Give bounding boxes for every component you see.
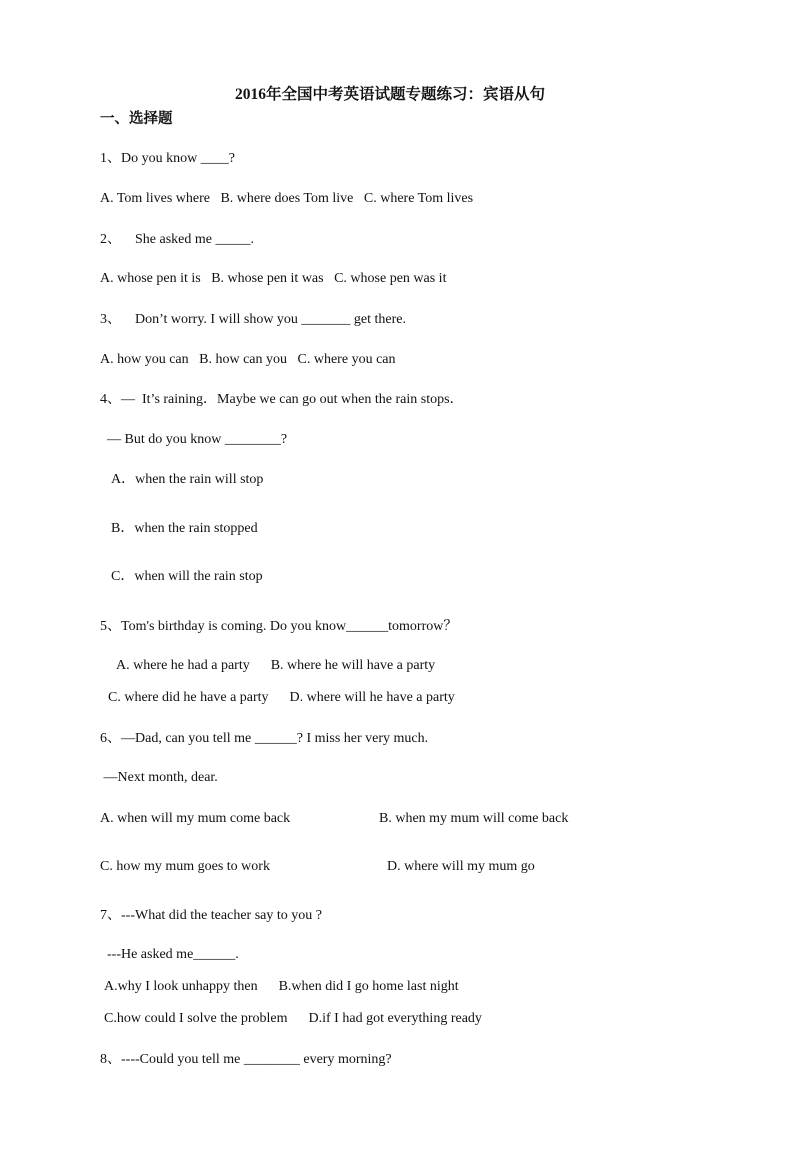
question-4-reply: — But do you know ________? xyxy=(100,432,288,447)
question-4-option-c: C．when will the rain stop xyxy=(111,569,263,584)
question-5-options-ab: A. where he had a party B. where he will have a party xyxy=(116,658,436,673)
section-heading: 一、选择题 xyxy=(100,111,173,127)
question-6-reply: —Next month, dear. xyxy=(100,770,218,785)
question-3-options: A. how you can B. how can you C. where you can xyxy=(100,352,396,367)
question-4-option-b: B．when the rain stopped xyxy=(111,521,258,536)
question-6-option-b: B. when my mum will come back xyxy=(379,811,569,826)
question-5-options-cd: C. where did he have a party D. where will he have a party xyxy=(108,690,455,705)
question-7-options-cd: C.how could I solve the problem D.if I had got everything ready xyxy=(104,1011,482,1026)
question-2-options: A. whose pen it is B. whose pen it was C. whose pen was it xyxy=(100,271,447,286)
question-7-options-ab: A.why I look unhappy then B.when did I go home last night xyxy=(104,979,459,994)
question-3: 3、 Don’t worry. I will show you _______ get there. xyxy=(100,312,407,327)
question-7-reply: ---He asked me______. xyxy=(100,947,239,962)
question-4-option-a: A．when the rain will stop xyxy=(111,472,264,487)
question-2: 2、 She asked me _____. xyxy=(100,232,254,247)
question-6-option-c: C. how my mum goes to work xyxy=(100,859,270,874)
question-6-option-a: A. when will my mum come back xyxy=(100,811,291,826)
question-1: 1、Do you know ____? xyxy=(100,151,235,166)
question-6: 6、—Dad, can you tell me ______? I miss her very much. xyxy=(100,731,429,746)
question-6-option-d: D. where will my mum go xyxy=(387,859,535,874)
page-title: 2016年全国中考英语试题专题练习：宾语从句 xyxy=(235,86,546,103)
question-4: 4、— It’s raining．Maybe we can go out when the rain stops． xyxy=(100,392,464,407)
question-8: 8、----Could you tell me ________ every morning? xyxy=(100,1052,392,1067)
question-7: 7、---What did the teacher say to you ? xyxy=(100,908,322,923)
question-5: 5、Tom's birthday is coming. Do you know______tomorrow？ xyxy=(100,619,458,634)
question-1-options: A. Tom lives where B. where does Tom live C. where Tom lives xyxy=(100,191,474,206)
